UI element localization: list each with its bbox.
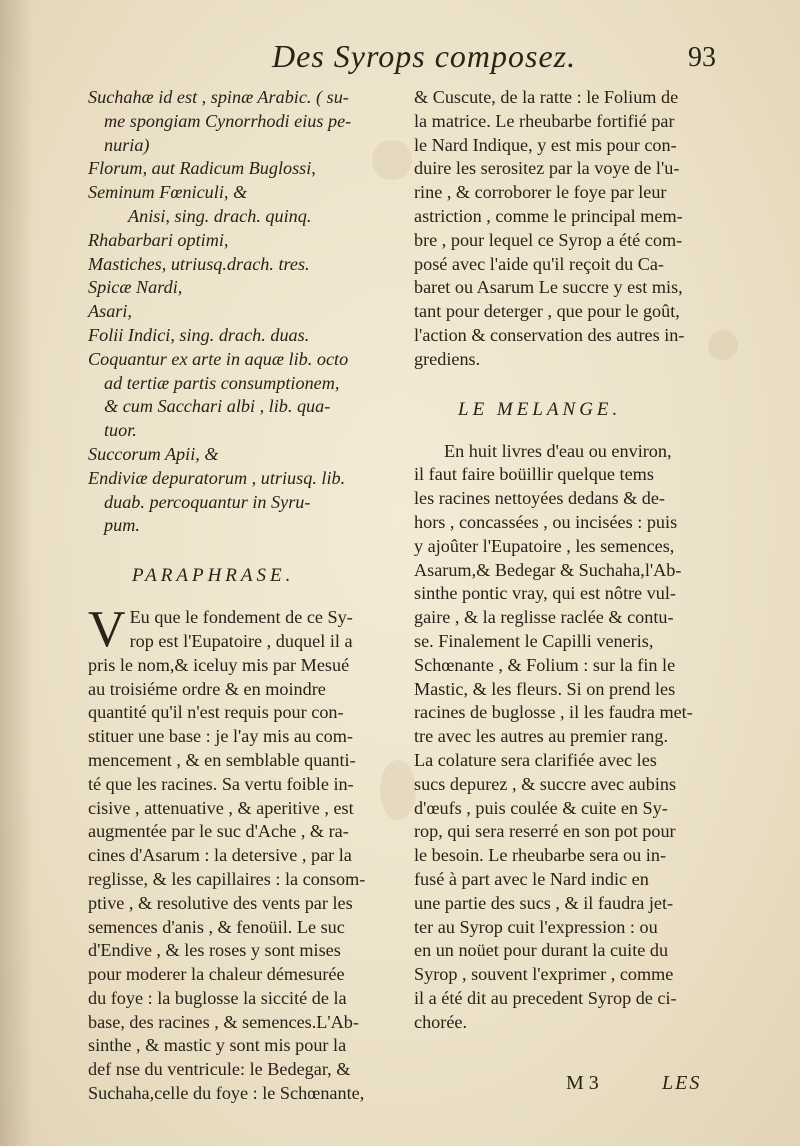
left-column xyxy=(88,86,392,1106)
paraphrase-line: baret ou Asarum Le succre y est mis, xyxy=(414,277,683,298)
page-number: 93 xyxy=(688,42,716,73)
recipe-line: ad tertiæ partis consumptionem, xyxy=(104,372,340,393)
melange-line: sucs depurez , & succre avec aubins xyxy=(414,773,677,794)
melange-line: hors , concassées , ou incisées : puis xyxy=(414,511,678,532)
paraphrase-line: duire les serositez par la voye de l'u- xyxy=(414,158,680,179)
paraphrase-line: d'Endive , & les roses y sont mises xyxy=(88,940,341,961)
signature-mark: M 3 xyxy=(566,1072,599,1094)
recipe-line: Folii Indici, sing. drach. duas. xyxy=(88,324,310,345)
paraphrase-line: la matrice. Le rheubarbe fortifié par xyxy=(414,110,675,131)
paraphrase-line: & Cuscute, de la ratte : le Folium de xyxy=(414,87,679,107)
melange-heading: LE MELANGE. xyxy=(458,398,622,420)
melange-text xyxy=(414,440,724,1035)
melange-line: se. Finalement le Capilli veneris, xyxy=(414,630,654,651)
melange-line: ter au Syrop cuit l'expression : ou xyxy=(414,916,658,937)
paraphrase-line: l'action & conservation des autres in- xyxy=(414,324,685,345)
running-title: Des Syrops composez. xyxy=(272,38,577,74)
melange-line: tre avec les autres au premier rang. xyxy=(414,726,668,747)
paraphrase-line: le Nard Indique, y est mis pour con- xyxy=(414,134,677,155)
recipe-line: Mastiches, utriusq.drach. tres. xyxy=(88,253,310,274)
paraphrase-line: rop est l'Eupatoire , duquel il a xyxy=(129,630,353,651)
melange-line: racines de buglosse , il les faudra met- xyxy=(414,702,693,723)
paraphrase-line: rine , & corroborer le foye par leur xyxy=(414,182,667,203)
melange-line: Asarum,& Bedegar & Suchaha,l'Ab- xyxy=(414,559,682,580)
right-column xyxy=(414,86,724,1034)
melange-line: fusé à part avec le Nard indic en xyxy=(414,868,649,889)
melange-line: il faut faire boüillir quelque tems xyxy=(414,464,654,485)
melange-line: le besoin. Le rheubarbe sera ou in- xyxy=(414,845,666,866)
page-gutter-shadow xyxy=(0,0,34,1146)
paraphrase-line: pour moderer la chaleur démesurée xyxy=(88,964,345,985)
recipe-block xyxy=(88,86,392,538)
recipe-line: Seminum Fœniculi, & xyxy=(88,182,248,203)
recipe-line: Coquantur ex arte in aquæ lib. octo xyxy=(88,348,349,369)
paraphrase-line: cisive , attenuative , & aperitive , est xyxy=(88,797,354,818)
paraphrase-line: au troisiéme ordre & en moindre xyxy=(88,678,326,699)
paraphrase-line: stituer une base : je l'ay mis au com- xyxy=(88,726,353,747)
recipe-line: & cum Sacchari albi , lib. qua- xyxy=(104,396,331,417)
paraphrase-line: té que les racines. Sa vertu foible in- xyxy=(88,773,354,794)
paraphrase-line: grediens. xyxy=(414,348,481,369)
paraphrase-line: mencement , & en semblable quanti- xyxy=(88,749,356,770)
paraphrase-line: reglisse, & les capillaires : la consom- xyxy=(88,868,366,889)
recipe-line: Asari, xyxy=(88,301,132,322)
melange-line: les racines nettoyées dedans & de- xyxy=(414,488,665,509)
recipe-line: Succorum Apii, & xyxy=(88,443,219,464)
paraphrase-text xyxy=(88,601,392,1106)
paraphrase-line: tant pour deterger , que pour le goût, xyxy=(414,301,680,322)
melange-line: gaire , & la reglisse raclée & contu- xyxy=(414,607,674,628)
paraphrase-line: Suchaha,celle du foye : le Schœnante, xyxy=(88,1083,365,1104)
melange-line: rop, qui sera reserré en son pot pour xyxy=(414,821,676,842)
melange-line: Syrop , souvent l'exprimer , comme xyxy=(414,964,674,985)
paraphrase-line: base, des racines , & semences.L'Ab- xyxy=(88,1011,359,1032)
paraphrase-line: ptive , & resolutive des vents par les xyxy=(88,892,353,913)
melange-line: une partie des sucs , & il faudra jet- xyxy=(414,892,674,913)
paraphrase-line: Eu que le fondement de ce Sy- xyxy=(129,607,353,628)
recipe-line: Rhabarbari optimi, xyxy=(88,229,229,250)
paraphrase-continuation xyxy=(414,86,724,372)
paraphrase-line: cines d'Asarum : la detersive , par la xyxy=(88,845,352,866)
recipe-line: me spongiam Cynorrhodi eius pe- xyxy=(104,110,352,131)
paraphrase-heading: PARAPHRASE. xyxy=(132,565,295,587)
recipe-line: Suchahæ id est , spinæ Arabic. ( su- xyxy=(88,87,349,107)
recipe-line: Florum, aut Radicum Buglossi, xyxy=(88,158,316,179)
melange-line: y ajoûter l'Eupatoire , les semences, xyxy=(414,535,675,556)
recipe-line: Anisi, sing. drach. quinq. xyxy=(128,205,312,226)
paraphrase-line: astriction , comme le principal mem- xyxy=(414,205,683,226)
paraphrase-line: posé avec l'aide qu'il reçoit du Ca- xyxy=(414,253,664,274)
recipe-line: nuria) xyxy=(104,134,150,155)
melange-line: d'œufs , puis coulée & cuite en Sy- xyxy=(414,797,668,818)
melange-line: Mastic, & les fleurs. Si on prend les xyxy=(414,678,676,699)
recipe-line: Spicæ Nardi, xyxy=(88,277,183,298)
melange-line: chorée. xyxy=(414,1011,468,1032)
melange-line: en un noüet pour durant la cuite du xyxy=(414,940,669,961)
recipe-line: tuor. xyxy=(104,420,137,441)
page-header xyxy=(0,36,800,86)
melange-line: il a été dit au precedent Syrop de ci- xyxy=(414,987,677,1008)
paraphrase-line: semences d'anis , & fenoüil. Le suc xyxy=(88,916,345,937)
recipe-line: pum. xyxy=(104,515,140,536)
paraphrase-line: sinthe , & mastic y sont mis pour la xyxy=(88,1035,347,1056)
paraphrase-line: bre , pour lequel ce Syrop a été com- xyxy=(414,229,683,250)
melange-line: En huit livres d'eau ou environ, xyxy=(444,440,672,461)
paraphrase-line: augmentée par le suc d'Ache , & ra- xyxy=(88,821,349,842)
recipe-line: Endiviæ depuratorum , utriusq. lib. xyxy=(88,467,346,488)
paraphrase-line: pris le nom,& iceluy mis par Mesué xyxy=(88,654,350,675)
melange-line: Schœnante , & Folium : sur la fin le xyxy=(414,654,676,675)
recipe-line: duab. percoquantur in Syru- xyxy=(104,491,311,512)
paraphrase-line: def nse du ventricule: le Bedegar, & xyxy=(88,1059,351,1080)
melange-line: sinthe pontic vray, qui est nôtre vul- xyxy=(414,583,676,604)
drop-cap-letter: V xyxy=(88,601,126,659)
catchword: LES xyxy=(662,1072,702,1094)
paraphrase-line: du foye : la buglosse la siccité de la xyxy=(88,987,347,1008)
paraphrase-line: quantité qu'il n'est requis pour con- xyxy=(88,702,344,723)
melange-line: La colature sera clarifiée avec les xyxy=(414,749,657,770)
